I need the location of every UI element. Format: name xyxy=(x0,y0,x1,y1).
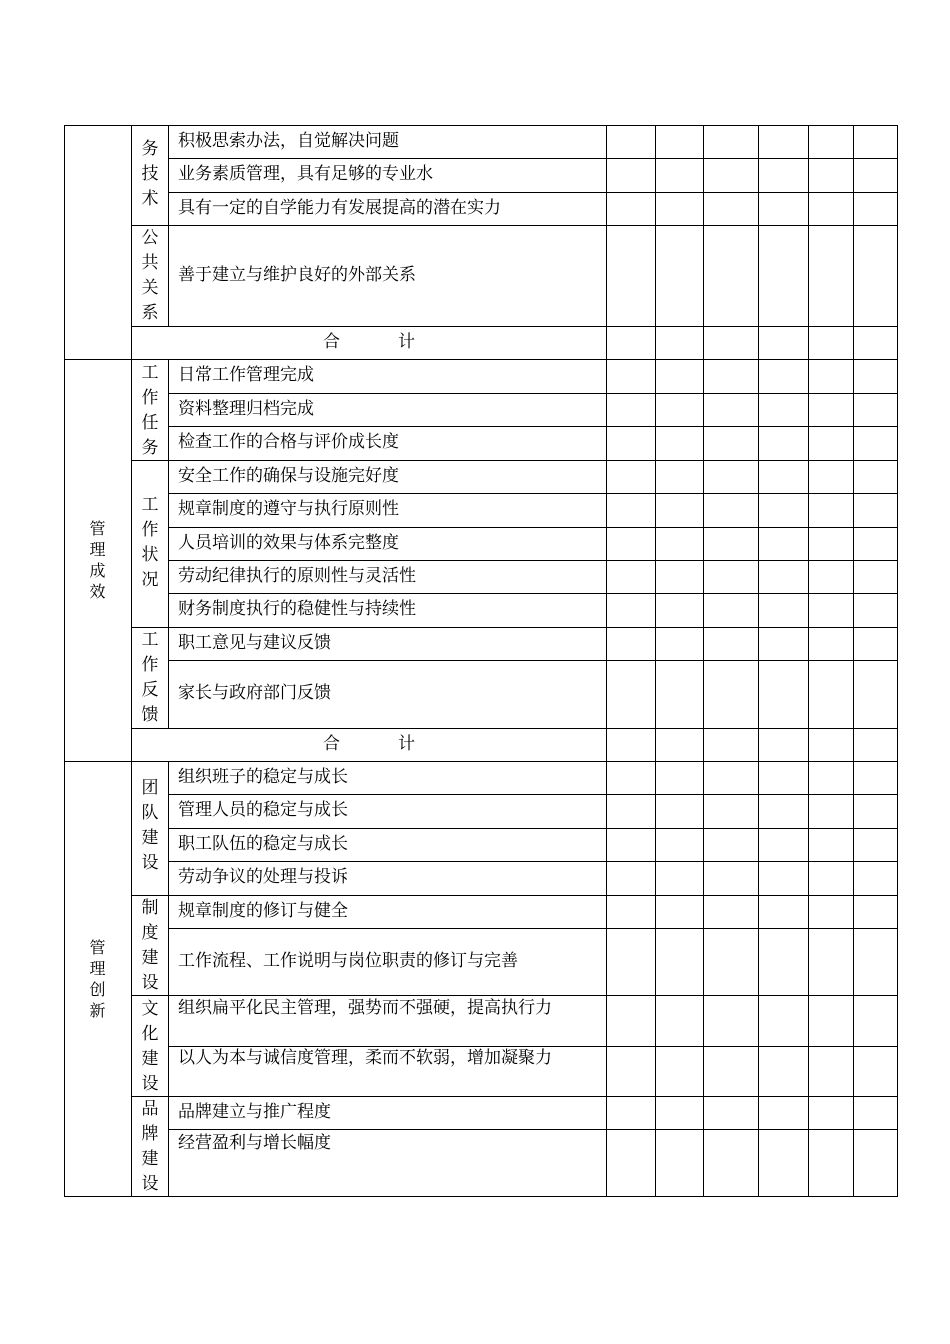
item-text: 经营盈利与增长幅度 xyxy=(178,1133,331,1153)
row-line xyxy=(131,1096,898,1097)
row-line xyxy=(168,1129,898,1130)
item-text: 管理人员的稳定与成长 xyxy=(178,800,348,820)
total-char: 合 xyxy=(323,734,340,754)
row-line xyxy=(64,359,898,360)
item-text: 工作流程、工作说明与岗位职责的修订与完善 xyxy=(178,951,518,971)
subcategory-label: 公 共 关 系 xyxy=(141,228,159,323)
subcategory-label: 工 作 状 况 xyxy=(141,495,159,590)
row-line xyxy=(168,393,898,394)
row-line xyxy=(131,326,898,327)
item-text: 规章制度的遵守与执行原则性 xyxy=(178,499,399,519)
item-text: 业务素质管理，具有足够的专业水 xyxy=(178,164,433,184)
column-line-score-6 xyxy=(853,125,854,1197)
column-line-sub xyxy=(168,761,169,1197)
item-text: 以人为本与诚信度管理，柔而不软弱，增加凝聚力 xyxy=(178,1048,552,1068)
row-line xyxy=(131,895,898,896)
item-text: 劳动纪律执行的原则性与灵活性 xyxy=(178,566,416,586)
item-text: 规章制度的修订与健全 xyxy=(178,901,348,921)
item-text: 职工队伍的稳定与成长 xyxy=(178,834,348,854)
row-line xyxy=(168,660,898,661)
column-line-score-3 xyxy=(703,125,704,1197)
table-border-right xyxy=(897,125,898,1197)
item-text: 家长与政府部门反馈 xyxy=(178,683,331,703)
subcategory-label: 团 队 建 设 xyxy=(141,778,159,873)
total-char: 计 xyxy=(398,734,415,754)
column-line-score-5 xyxy=(808,125,809,1197)
row-line xyxy=(168,928,898,929)
column-line-score-2 xyxy=(655,125,656,1197)
subcategory-label: 制 度 建 设 xyxy=(141,898,159,993)
row-line xyxy=(64,761,898,762)
table-border-top xyxy=(64,125,898,126)
item-text: 品牌建立与推广程度 xyxy=(178,1102,331,1122)
category-label: 管 理 成 效 xyxy=(89,519,106,601)
total-char: 计 xyxy=(398,332,415,352)
subcategory-label: 品 牌 建 设 xyxy=(141,1099,159,1194)
total-row-label xyxy=(132,330,606,355)
total-char: 合 xyxy=(323,332,340,352)
table-border-bottom xyxy=(64,1196,898,1197)
category-label: 管 理 创 新 xyxy=(89,938,106,1020)
row-line xyxy=(131,728,898,729)
item-text: 资料整理归档完成 xyxy=(178,399,314,419)
row-line xyxy=(168,593,898,594)
subcategory-label: 工 作 任 务 xyxy=(141,363,159,458)
row-line xyxy=(168,861,898,862)
table-border-left xyxy=(64,125,65,1197)
row-line xyxy=(168,493,898,494)
item-text: 检查工作的合格与评价成长度 xyxy=(178,432,399,452)
column-line-sub xyxy=(168,359,169,728)
item-text: 组织班子的稳定与成长 xyxy=(178,767,348,787)
evaluation-table xyxy=(64,125,898,1197)
total-row-label xyxy=(132,732,606,757)
item-text: 组织扁平化民主管理，强势而不强硬，提高执行力 xyxy=(178,998,552,1018)
row-line xyxy=(168,527,898,528)
item-text: 人员培训的效果与体系完整度 xyxy=(178,533,399,553)
row-line xyxy=(131,627,898,628)
item-text: 安全工作的确保与设施完好度 xyxy=(178,466,399,486)
row-line xyxy=(168,560,898,561)
column-line-score-4 xyxy=(758,125,759,1197)
item-text: 积极思索办法，自觉解决问题 xyxy=(178,131,399,151)
subcategory-label: 文 化 建 设 xyxy=(141,999,159,1094)
row-line xyxy=(168,158,898,159)
item-text: 财务制度执行的稳健性与持续性 xyxy=(178,599,416,619)
row-line xyxy=(131,225,898,226)
item-text: 劳动争议的处理与投诉 xyxy=(178,867,348,887)
item-text: 日常工作管理完成 xyxy=(178,365,314,385)
row-line xyxy=(168,828,898,829)
subcategory-label: 工 作 反 馈 xyxy=(141,630,159,725)
item-text: 职工意见与建议反馈 xyxy=(178,633,331,653)
item-text: 具有一定的自学能力有发展提高的潜在实力 xyxy=(178,198,501,218)
row-line xyxy=(168,426,898,427)
column-line-score-1 xyxy=(606,125,607,1197)
row-line xyxy=(168,794,898,795)
row-line xyxy=(131,460,898,461)
subcategory-label: 务 技 术 xyxy=(141,139,159,209)
row-line xyxy=(168,192,898,193)
item-text: 善于建立与维护良好的外部关系 xyxy=(178,265,416,285)
